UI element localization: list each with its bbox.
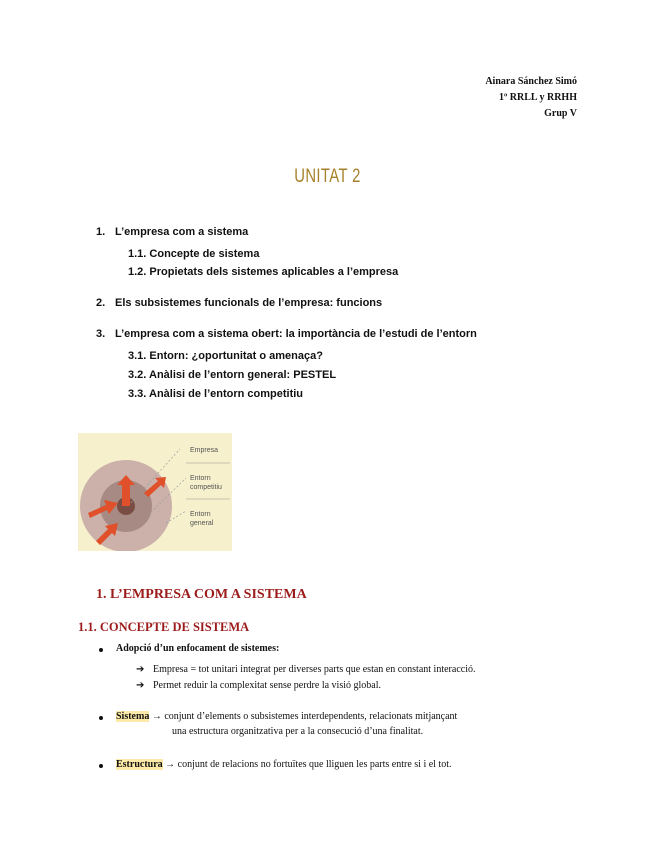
sub-bullet-text: Empresa = tot unitari integrat per diverses parts que estan en constant interacció.: [153, 664, 476, 675]
toc-text: 3.1. Entorn: ¿oportunitat o amenaça?: [128, 350, 323, 362]
author-course: 1º RRLL y RRHH: [498, 92, 577, 103]
toc-text: 3.2. Anàlisi de l’entorn general: PESTEL: [128, 369, 337, 381]
toc-item: [96, 297, 382, 309]
environment-diagram-svg: [78, 433, 232, 551]
sub-bullet: [136, 680, 381, 691]
toc-text: 3.3. Anàlisi de l’entorn competitiu: [128, 388, 304, 400]
definition-sistema: → conjunt d’elements o subsistemes interdependents, relacionats mitjançant: [149, 711, 458, 722]
toc-subitem: [128, 388, 303, 400]
label-competitiu-line2: competitiu: [190, 484, 222, 491]
arrow-right-icon: ➔: [136, 664, 145, 675]
bullet-adopcio: Adopció d’un enfocament de sistemes:: [116, 643, 280, 654]
sub-bullet: [136, 664, 475, 675]
toc-subitem: [128, 369, 336, 381]
arrow-right-icon: ➔: [136, 680, 145, 691]
term-sistema: Sistema: [116, 711, 150, 722]
bullet-sistema: [116, 711, 457, 722]
unit-title: UNITAT 2: [294, 166, 361, 187]
toc-subitem: [128, 350, 323, 362]
toc-subitem: [128, 248, 259, 260]
toc-text: Els subsistemes funcionals de l’empresa: funcions: [115, 297, 383, 309]
author-name: Ainara Sánchez Simó: [485, 76, 577, 87]
toc-number: 2.: [96, 297, 106, 309]
label-general-line1: Entorn: [190, 511, 211, 518]
toc-item: [96, 328, 477, 340]
section-1-1-heading: 1.1. CONCEPTE DE SISTEMA: [78, 620, 250, 634]
bullet-icon: [99, 648, 103, 652]
label-competitiu-line1: Entorn: [190, 475, 211, 482]
sub-bullet-text: Permet reduir la complexitat sense perdre la visió global.: [153, 680, 381, 691]
label-general-line2: general: [190, 520, 214, 527]
toc-subitem: [128, 266, 398, 278]
toc-text: L’empresa com a sistema: [115, 226, 249, 238]
bullet-icon: [99, 764, 103, 768]
toc-item: [96, 226, 248, 238]
bullet-icon: [99, 716, 103, 720]
toc-text: 1.1. Concepte de sistema: [128, 248, 260, 260]
toc-text: L’empresa com a sistema obert: la importància de l’estudi de l’entorn: [115, 328, 477, 340]
term-estructura: Estructura: [116, 759, 163, 770]
author-block: [485, 74, 577, 122]
label-empresa: Empresa: [190, 447, 219, 454]
toc-number: 3.: [96, 328, 106, 340]
author-group: Grup V: [544, 108, 577, 119]
toc-text: 1.2. Propietats dels sistemes aplicables a l’empresa: [128, 266, 399, 278]
bullet-estructura: [116, 759, 452, 770]
section-1-heading: 1. L’EMPRESA COM A SISTEMA: [96, 587, 307, 602]
environment-diagram: [78, 433, 232, 551]
definition-sistema-continued: una estructura organitzativa per a la consecució d’una finalitat.: [172, 726, 424, 737]
toc-number: 1.: [96, 226, 106, 238]
definition-estructura: → conjunt de relacions no fortuïtes que lliguen les parts entre si i el tot.: [162, 759, 452, 770]
